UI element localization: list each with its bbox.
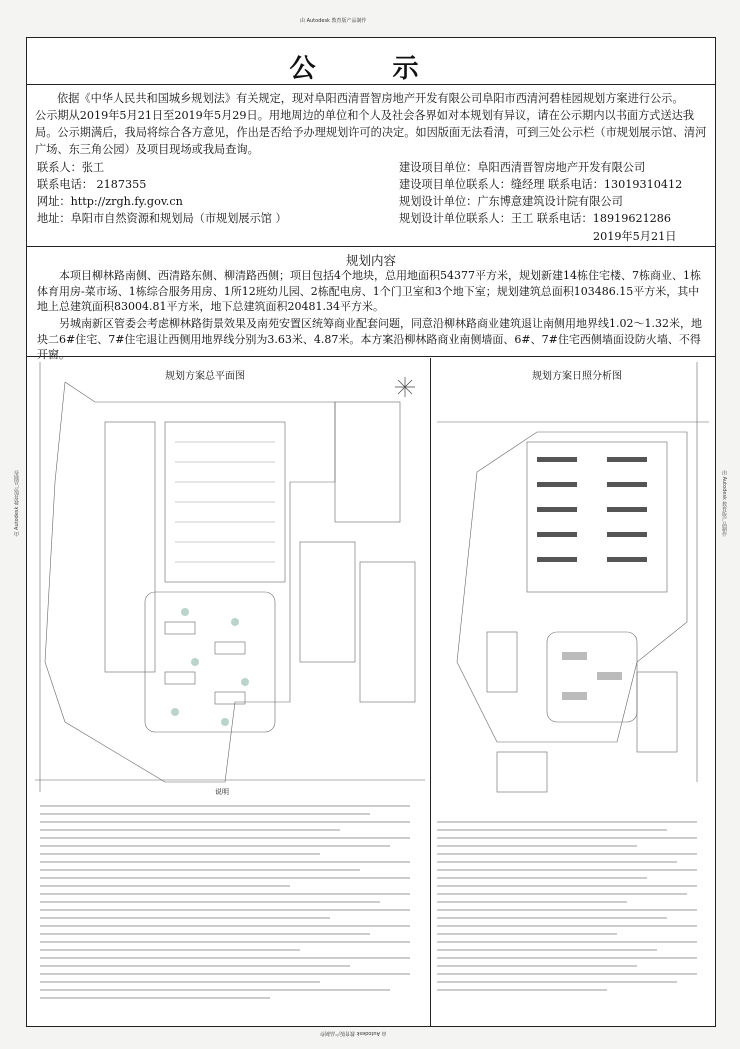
site-plan-panel xyxy=(35,362,425,1024)
contact-phone: 联系电话： 2187355 xyxy=(37,178,147,191)
watermark-bottom: 由 Autodesk 教育版产品制作 xyxy=(320,1030,387,1036)
content-title: 规划内容 xyxy=(345,253,396,268)
contact-address: 地址：阜阳市自然资源和规划局（市规划展示馆 ） xyxy=(37,212,287,225)
divider xyxy=(27,84,715,85)
project-unit: 建设项目单位：阜阳西清晋智房地产开发有限公司 xyxy=(399,161,646,174)
site-plan-notes-title: 说明 xyxy=(215,788,229,796)
watermark-side-left: 由 Autodesk 教育版产品制作 xyxy=(14,470,20,537)
content-paragraph-1: 本项目柳林路南侧、西清路东侧、柳清路西侧；项目包括4个地块，总用地面积54377平方米，规划新建14栋住宅楼、7栋商业、1栋体育用房-菜市场、1栋综合服务用房、1所12班幼儿园、2栋配电房、1个门卫室和3个地下室；规划建筑总面积103486.15平方米，其中地上总建筑面积83004.81平方米，地下总建筑面积20481.34平方米。 xyxy=(37,269,701,313)
watermark-top: 由 Autodesk 教育版产品制作 xyxy=(300,18,367,24)
panel-divider xyxy=(430,358,431,1026)
sunlight-analysis-drawing xyxy=(437,362,709,1024)
design-unit: 规划设计单位：广东博意建筑设计院有限公司 xyxy=(399,195,623,208)
contact-person: 联系人：张工 xyxy=(37,161,105,174)
contact-left xyxy=(37,159,287,227)
sunlight-analysis-title: 规划方案日照分析图 xyxy=(532,371,622,382)
notice-paragraph-2: 公示期从2019年5月21日至2019年5月29日。用地周边的单位和个人及社会各界如对本规划有异议，请在公示期内以书面方式送达我局。公示期满后，我局将综合各方意见，作出是否给予办理规划许可的决定。如因版面无法看清，可到三处公示栏（市规划展示馆、清河广场、东三角公园）及项目现场或我局查询。 xyxy=(35,109,707,156)
design-unit-contact: 规划设计单位联系人：王工 联系电话：18919621286 xyxy=(399,212,672,225)
notice-title: 公 示 xyxy=(289,54,453,84)
sunlight-analysis-panel xyxy=(437,362,709,1024)
content-paragraph-2: 另城南新区管委会考虑柳林路街景效果及南苑安置区统筹商业配套问题，同意沿柳林路商业建筑退让南侧用地界线1.02～1.32米，地块二6#住宅、7#住宅退让西侧用地界线分别为3.63米、4.87米。本方案沿柳林路商业南侧墙面、6#、7#住宅西侧墙面设防火墙、不得开窗。 xyxy=(37,317,702,361)
watermark-side-right: 由 Autodesk 教育版产品制作 xyxy=(721,470,727,537)
notice-paragraph-1: 依据《中华人民共和国城乡规划法》有关规定，现对阜阳西清晋智房地产开发有限公司阜阳市西清河碧桂园规划方案进行公示。 xyxy=(57,92,684,105)
site-plan-title: 规划方案总平面图 xyxy=(165,371,245,382)
project-unit-contact: 建设项目单位联系人：缝经理 联系电话：13019310412 xyxy=(399,178,683,191)
divider xyxy=(27,246,715,247)
site-plan-notes-lines xyxy=(40,802,420,1022)
website-link[interactable]: 网址：http://zrgh.fy.gov.cn xyxy=(37,195,183,208)
notice-frame xyxy=(26,37,716,1027)
divider xyxy=(27,356,715,357)
notice-date: 2019年5月21日 xyxy=(593,230,677,243)
contact-right xyxy=(399,159,682,227)
